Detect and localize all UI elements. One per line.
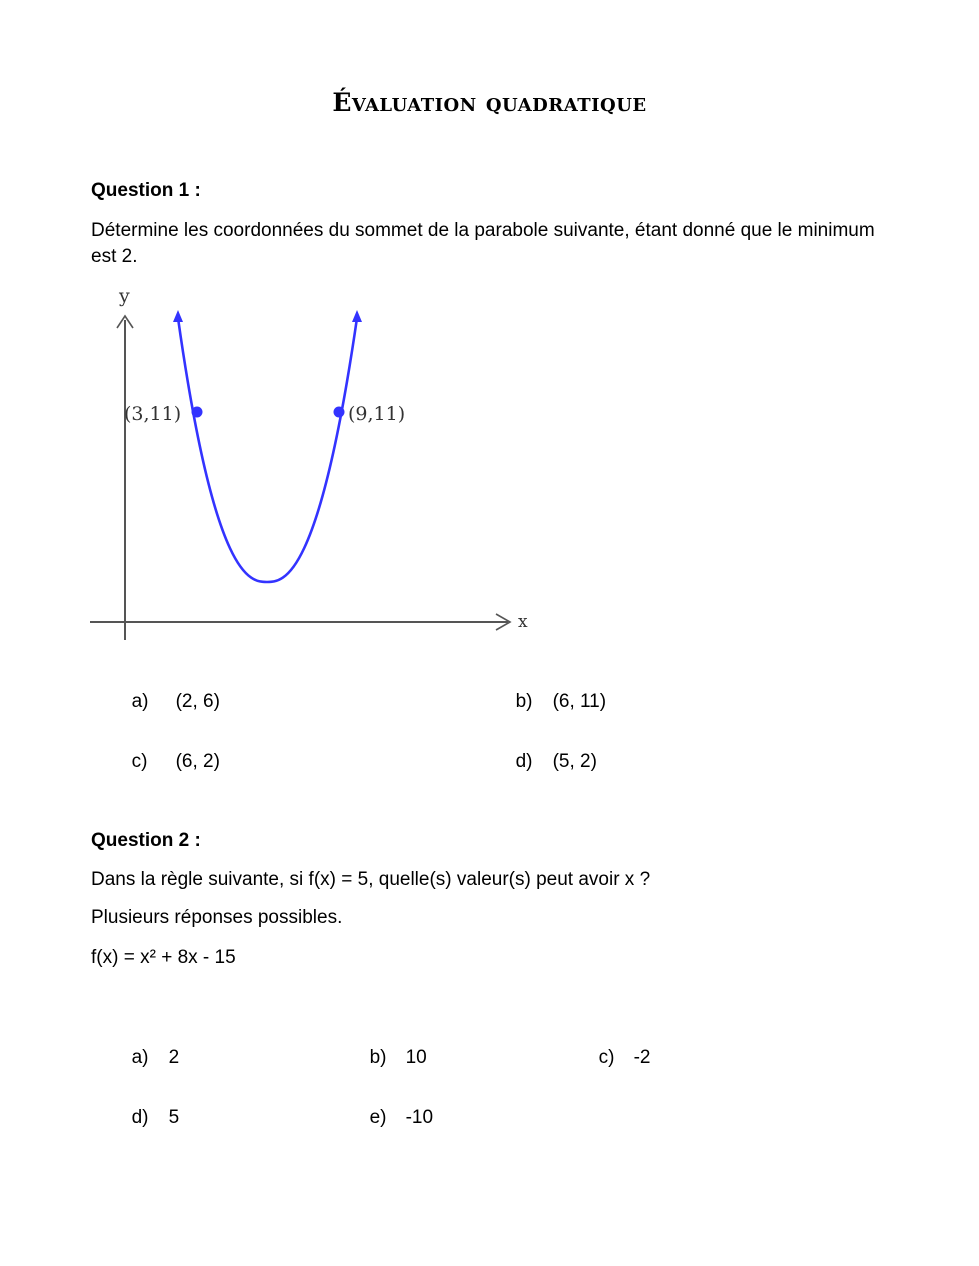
question-1-text: Détermine les coordonnées du sommet de la parabole suivante, étant donné que le minimum est 2. bbox=[91, 220, 875, 267]
option-label: c) bbox=[131, 751, 148, 772]
q1-option-d[interactable] bbox=[505, 729, 597, 773]
q2-option-b[interactable] bbox=[359, 1025, 427, 1069]
option-label: d) bbox=[131, 1107, 149, 1128]
option-value: 5 bbox=[168, 1107, 180, 1128]
question-2-note: Plusieurs réponses possibles. bbox=[91, 907, 343, 928]
q2-option-d[interactable] bbox=[121, 1085, 179, 1129]
point-right bbox=[334, 407, 345, 418]
option-value: -2 bbox=[633, 1047, 651, 1068]
option-label: a) bbox=[131, 1047, 149, 1068]
option-value: 10 bbox=[405, 1047, 427, 1068]
q1-option-a[interactable] bbox=[121, 669, 220, 713]
x-axis-label: x bbox=[518, 612, 528, 632]
q2-option-e[interactable] bbox=[359, 1085, 433, 1129]
option-value: (6, 11) bbox=[552, 691, 607, 712]
point-right-label: (9,11) bbox=[348, 403, 406, 425]
q2-option-a[interactable] bbox=[121, 1025, 179, 1069]
option-label: b) bbox=[515, 691, 533, 712]
page-title: Évaluation quadratique bbox=[332, 88, 647, 117]
q1-option-b[interactable] bbox=[505, 669, 606, 713]
point-left-label: (3,11) bbox=[124, 403, 182, 425]
parabola-graph bbox=[90, 280, 540, 642]
option-value: (6, 2) bbox=[175, 751, 220, 772]
option-label: c) bbox=[598, 1047, 615, 1068]
option-value: (5, 2) bbox=[552, 751, 597, 772]
option-label: a) bbox=[131, 691, 149, 712]
option-label: b) bbox=[369, 1047, 387, 1068]
option-value: (2, 6) bbox=[175, 691, 220, 712]
option-value: -10 bbox=[405, 1107, 434, 1128]
question-1-heading: Question 1 : bbox=[91, 180, 201, 201]
option-label: d) bbox=[515, 751, 533, 772]
question-2-rule: f(x) = x² + 8x - 15 bbox=[91, 947, 236, 968]
point-left bbox=[192, 407, 203, 418]
option-value: 2 bbox=[168, 1047, 180, 1068]
q1-option-c[interactable] bbox=[121, 729, 220, 773]
y-axis-label: y bbox=[119, 285, 130, 307]
question-2-heading: Question 2 : bbox=[91, 830, 201, 851]
question-2-text: Dans la règle suivante, si f(x) = 5, quelle(s) valeur(s) peut avoir x ? bbox=[91, 869, 651, 890]
option-label: e) bbox=[369, 1107, 387, 1128]
q2-option-c[interactable] bbox=[588, 1025, 650, 1069]
